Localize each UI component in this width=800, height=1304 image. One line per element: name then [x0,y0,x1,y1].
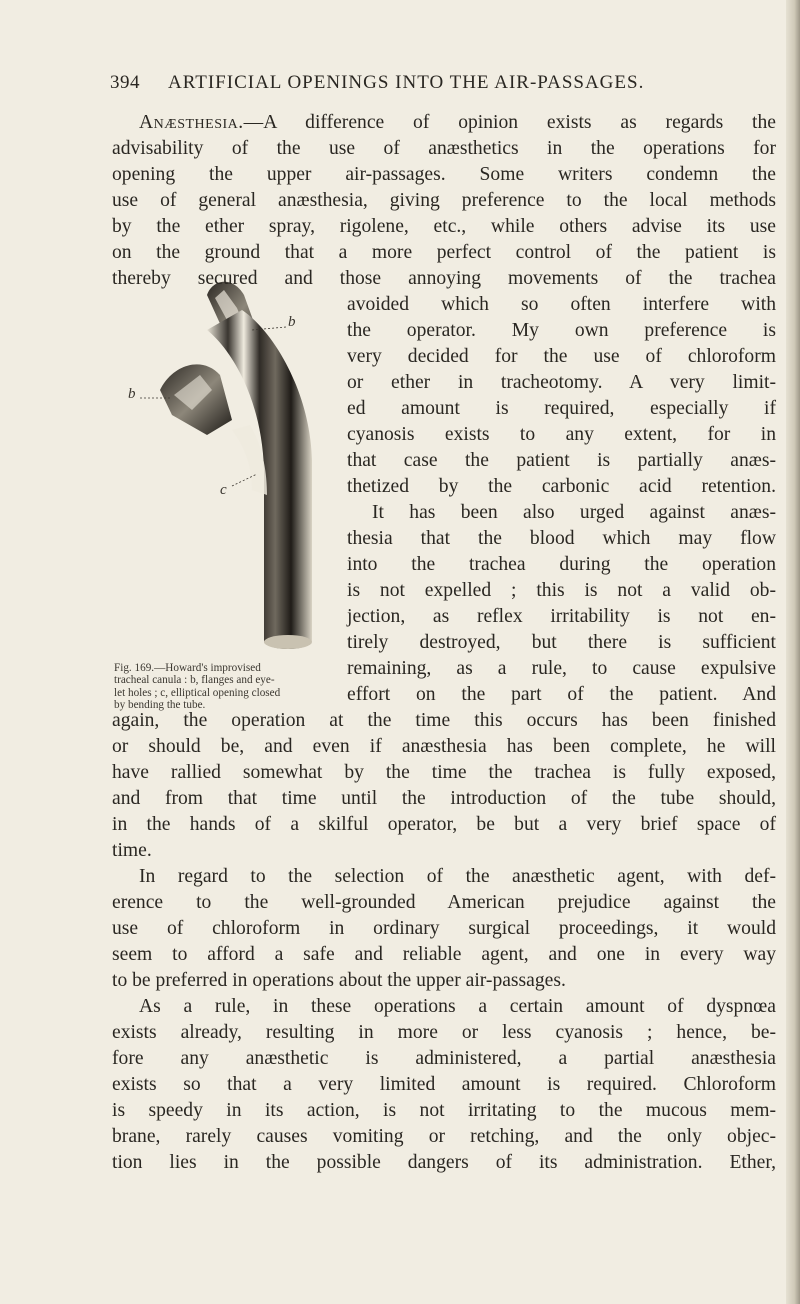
text-line: As a rule, in these operations a certain amount of dyspnœa [139,996,776,1017]
text-line: or ether in tracheotomy. A very limit- [347,372,776,393]
label-c-opening: c [220,482,227,498]
page-edge [786,0,800,1304]
text-line: remaining, as a rule, to cause expulsive [347,658,776,679]
text-line: is speedy in its action, is not irritating to the mucous mem- [112,1100,776,1121]
text-line: and from that time until the introduction of the tube should, [112,788,776,809]
text-line: have rallied somewhat by the time the trachea is fully exposed, [112,762,776,783]
canula-illustration [112,270,342,672]
tracheal-canula-figure [112,270,342,672]
text-line: thetized by the carbonic acid retention. [347,476,776,497]
figure-caption [114,662,344,711]
text-line: Anæsthesia.—A difference of opinion exists as regards the [139,112,776,133]
text-line: erence to the well-grounded American prejudice against the [112,892,776,913]
text-line: use of general anæsthesia, giving preference to the local methods [112,190,776,211]
text-line: cyanosis exists to any extent, for in [347,424,776,445]
text-line: the operator. My own preference is [347,320,776,341]
text-line: tirely destroyed, but there is sufficient [347,632,776,653]
caption-line: tracheal canula : b, flanges and eye- [114,674,275,687]
text-line: effort on the part of the patient. And [347,684,776,705]
text-line: seem to afford a safe and reliable agent, and one in every way [112,944,776,965]
text-line: exists already, resulting in more or less cyanosis ; hence, be- [112,1022,776,1043]
label-b-flange-left: b [128,386,136,402]
running-title: ARTIFICIAL OPENINGS INTO THE AIR-PASSAGES. [168,72,645,93]
text-line: in the hands of a skilful operator, be but a very brief space of [112,814,776,835]
page-number: 394 [110,72,140,93]
label-b-flange-top: b [288,314,296,330]
text-line: jection, as reflex irritability is not en- [347,606,776,627]
text-line: exists so that a very limited amount is required. Chloroform [112,1074,776,1095]
caption-line: let holes ; c, elliptical opening closed [114,686,281,699]
text-line: again, the operation at the time this occurs has been finished [112,710,776,731]
text-line: that case the patient is partially anæs- [347,450,776,471]
text-line: on the ground that a more perfect control of the patient is [112,242,776,263]
text-line: opening the upper air-passages. Some writers condemn the [112,164,776,185]
text-line: tion lies in the possible dangers of its administration. Ether, [112,1152,776,1173]
text-line: brane, rarely causes vomiting or retching, and the only objec- [112,1126,776,1147]
text-line: time. [112,840,152,861]
text-line: fore any anæsthetic is administered, a partial anæsthesia [112,1048,776,1069]
text-line: is not expelled ; this is not a valid ob- [347,580,776,601]
caption-line: by bending the tube. [114,698,206,711]
caption-line: Fig. 169.—Howard's improvised [114,662,261,674]
section-lead-in: Anæsthesia. [139,112,244,133]
text-line: avoided which so often interfere with [347,294,776,315]
text-line: In regard to the selection of the anæsthetic agent, with def- [139,866,776,887]
text-line: advisability of the use of anæsthetics in the operations for [112,138,776,159]
text-line: ed amount is required, especially if [347,398,776,419]
running-header [110,72,670,102]
text-line: or should be, and even if anæsthesia has been complete, he will [112,736,776,757]
text-line: thereby secured and those annoying movements of the trachea [112,268,776,289]
text-line: It has been also urged against anæs- [372,502,776,523]
text-line: very decided for the use of chloroform [347,346,776,367]
text-line: into the trachea during the operation [347,554,776,575]
text-line: use of chloroform in ordinary surgical proceedings, it would [112,918,776,939]
text-line: by the ether spray, rigolene, etc., while others advise its use [112,216,776,237]
text-line: to be preferred in operations about the upper air-passages. [112,970,566,991]
text-line: thesia that the blood which may flow [347,528,776,549]
